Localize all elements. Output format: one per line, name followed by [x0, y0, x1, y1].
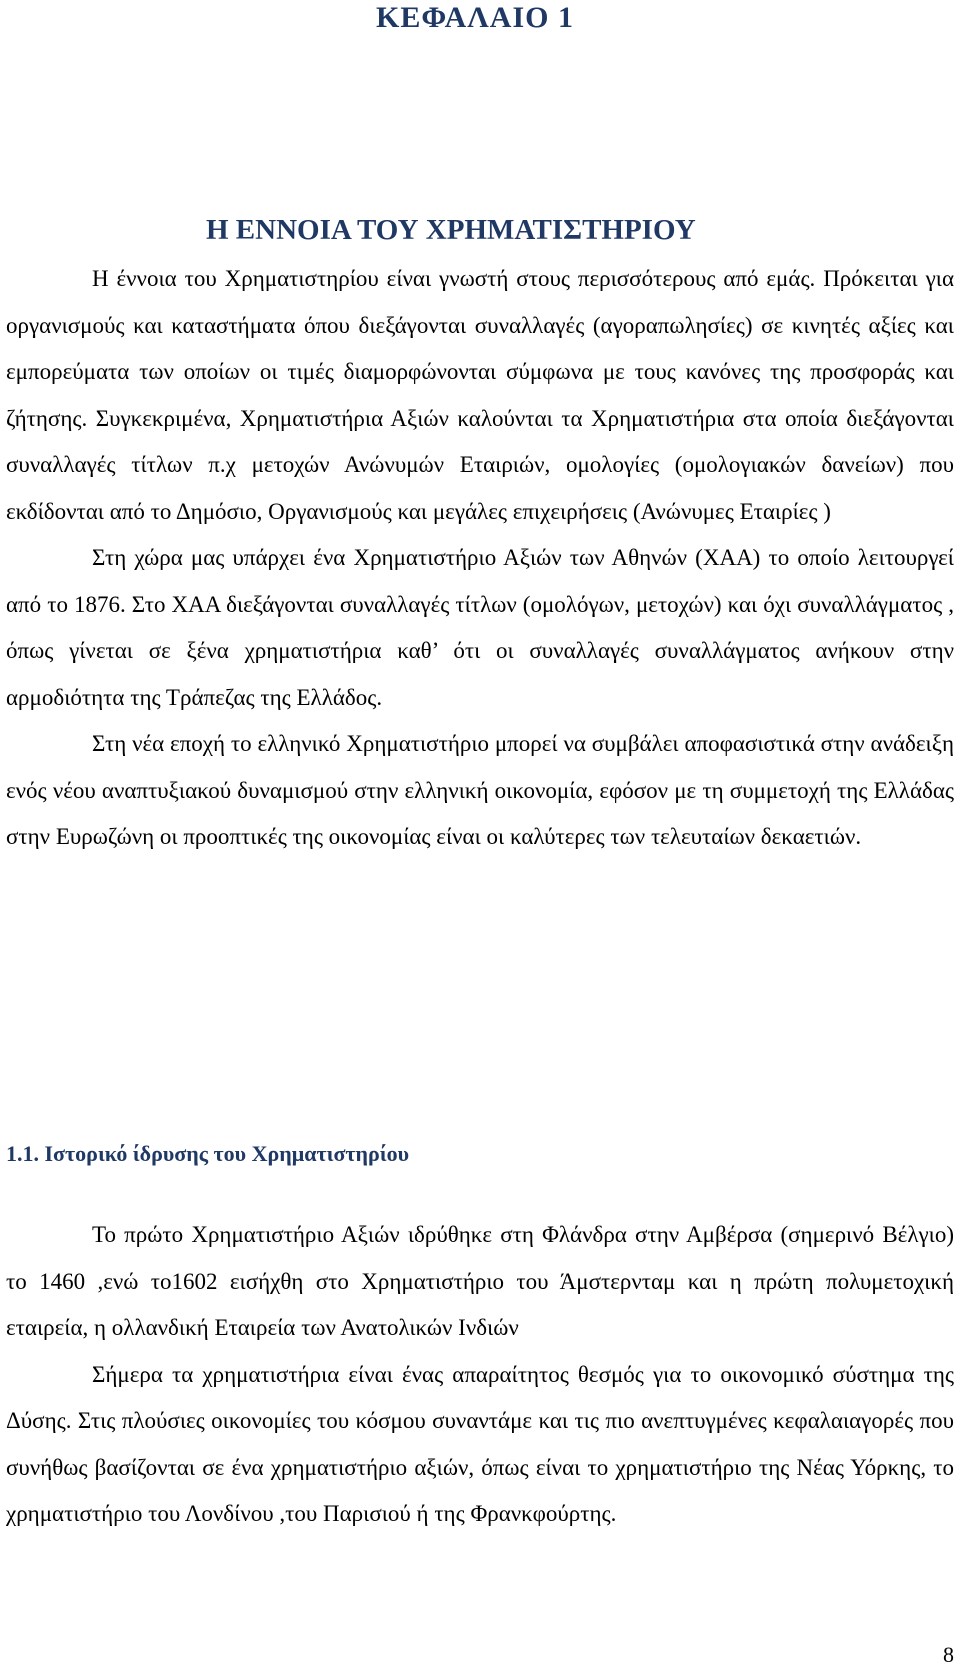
intro-paragraph: Στη χώρα μας υπάρχει ένα Χρηματιστήριο Αξιών των Αθηνών (ΧΑΑ) το οποίο λειτουργεί από το 1876. Στο ΧΑΑ διεξάγονται συναλλαγές τίτλων (ομολόγων, μετοχών) και όχι συναλλάγματος , όπως γίνεται σε ξένα χρηματιστήρια καθ’ ότι οι συναλλαγές συναλλάγματος ανήκουν στην αρμοδιότητα της Τράπεζας της Ελλάδος.: [6, 545, 954, 710]
page-number: 8: [943, 1642, 954, 1667]
chapter-title: ΚΕΦΑΛΑΙΟ 1: [376, 1, 574, 34]
section-body: [6, 1212, 954, 1538]
chapter-subtitle: Η ΕΝΝΟΙΑ ΤΟΥ ΧΡΗΜΑΤΙΣΤΗΡΙΟΥ: [206, 214, 696, 246]
section-paragraph: Το πρώτο Χρηματιστήριο Αξιών ιδρύθηκε στη Φλάνδρα στην Αμβέρσα (σημερινό Βέλγιο) το 1460 ,ενώ το1602 εισήχθη στο Χρηματιστήριο του Άμστερνταμ και η πρώτη πολυμετοχική εταιρεία, η ολλανδική Εταιρεία των Ανατολικών Ινδιών: [6, 1222, 954, 1340]
section-paragraph: Σήμερα τα χρηματιστήρια είναι ένας απαραίτητος θεσμός για το οικονομικό σύστημα της Δύσης. Στις πλούσιες οικονομίες του κόσμου συναντάμε και τις πιο ανεπτυγμένες κεφαλαιαγορές που συνήθως βασίζονται σε ένα χρηματιστήριο αξιών, όπως είναι το χρηματιστήριο της Νέας Υόρκης, το χρηματιστήριο του Λονδίνου ,του Παρισιού ή της Φρανκφούρτης.: [6, 1361, 954, 1526]
intro-body: [6, 256, 954, 861]
section-heading: 1.1. Ιστορικό ίδρυσης του Χρηματιστηρίου: [6, 1141, 410, 1166]
intro-paragraph: Στη νέα εποχή το ελληνικό Χρηματιστήριο μπορεί να συμβάλει αποφασιστικά στην ανάδειξη ενός νέου αναπτυξιακού δυναμισμού στην ελληνική οικονομία, εφόσον με τη συμμετοχή της Ελλάδας στην Ευρωζώνη οι προοπτικές της οικονομίας είναι οι καλύτερες των τελευταίων δεκαετιών.: [6, 731, 954, 849]
intro-paragraph: Η έννοια του Χρηματιστηρίου είναι γνωστή στους περισσότερους από εμάς. Πρόκειται για οργανισμούς και καταστήματα όπου διεξάγονται συναλλαγές (αγοραπωλησίες) σε κινητές αξίες και εμπορεύματα των οποίων οι τιμές διαμορφώνονται σύμφωνα με τους κανόνες της προσφοράς και ζήτησης. Συγκεκριμένα, Χρηματιστήρια Αξιών καλούνται τα Χρηματιστήρια στα οποία διεξάγονται συναλλαγές τίτλων π.χ μετοχών Ανώνυμών Εταιριών, ομολογίες (ομολογιακών δανείων) που εκδίδονται από το Δημόσιο, Οργανισμούς και μεγάλες επιχειρήσεις (Ανώνυμες Εταιρίες ): [6, 266, 954, 524]
